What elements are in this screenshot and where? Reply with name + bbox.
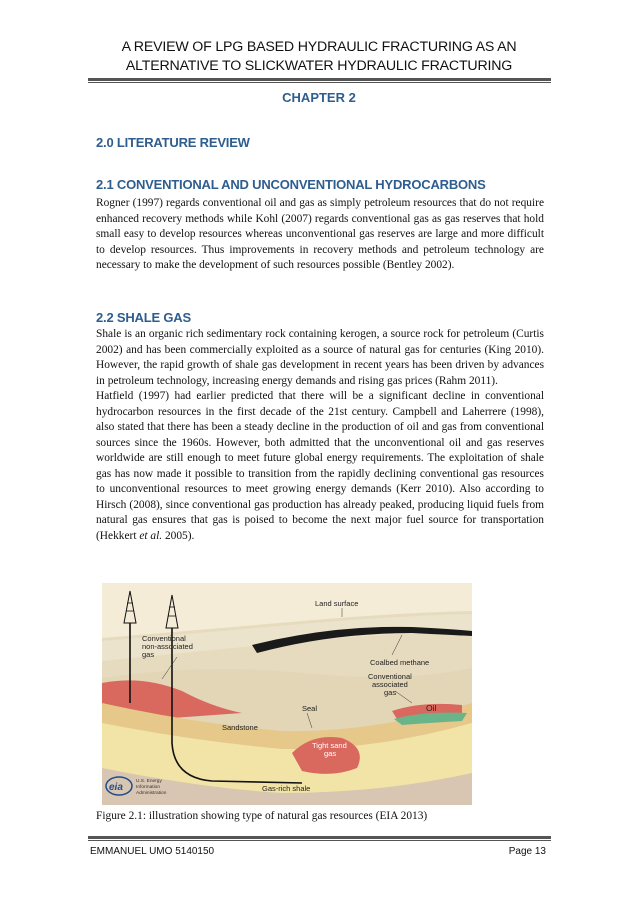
label-conv-nonassoc-1: Conventional (142, 634, 186, 643)
text-run: Hatfield (1997) had earlier predicted that there will be a significant decline in conventional hydrocarbon resources in the first decade of the 21st century. Campbell and Laherrere (1998), also stated that there has been a steady decline in the production of oil and gas from conventional sources since the 1960s. However, both admitted that the unconventional oil and gas reserves worldwide are still enough to meet future global energy requirements. The exploitation of shale gas has now made it possible to transition from the rapidly declining conventional gas resources to unconventional resources to meet growing energy demands (Kerr 2010). Also according to Hirsch (2008), since conventional gas production has already peaked, producing liquid fuels from natural gas ensures that gas is poised to become the next major fuel source for transportation (Hekkert (96, 390, 544, 542)
section-heading-conventional: 2.1 CONVENTIONAL AND UNCONVENTIONAL HYDROCARBONS (96, 177, 486, 192)
label-seal: Seal (302, 704, 318, 713)
label-sandstone: Sandstone (222, 723, 258, 732)
footer-rule-thin (88, 840, 551, 841)
section-heading-shale-gas: 2.2 SHALE GAS (96, 310, 191, 325)
eia-text-1: U.S. Energy (136, 779, 162, 784)
italic-text: et al. (139, 529, 163, 542)
paragraph-shale (96, 327, 544, 544)
natural-gas-resources-figure (102, 583, 472, 805)
header-line-1: A REVIEW OF LPG BASED HYDRAULIC FRACTURING AS AN (121, 39, 517, 55)
label-conv-assoc-3: gas (384, 688, 397, 697)
eia-text-3: Administration (136, 791, 167, 796)
label-tight-sand-1: Tight sand (312, 741, 347, 750)
paragraph-conventional (96, 196, 544, 274)
label-coalbed-methane: Coalbed methane (370, 658, 430, 667)
label-oil: Oil (426, 703, 437, 713)
label-conv-assoc-2: associated (372, 680, 408, 689)
figure-illustration (102, 583, 472, 805)
header-rule (88, 78, 551, 81)
section-heading-literature-review: 2.0 LITERATURE REVIEW (96, 135, 250, 150)
eia-logo-text: eia (109, 782, 123, 793)
chapter-title: CHAPTER 2 (282, 90, 356, 105)
header-rule-thin (88, 82, 551, 83)
footer-author: EMMANUEL UMO 5140150 (90, 846, 215, 857)
text-run: 2005). (162, 529, 195, 542)
paragraph-text: Rogner (1997) regards conventional oil and gas as simply petroleum resources that do not require enhanced recovery methods while Kohl (2007) regards conventional gas as gas reserves that hold small easy to develop resources whereas unconventional gas reserves are large and more difficult to develop resources. Thus improvements in recovery methods and petroleum technology are necessary to make the development of such resources possible (Bentley 2002). (96, 197, 544, 271)
footer-rule (88, 836, 551, 839)
running-header (90, 38, 548, 76)
paragraph-text-shale-1: Shale is an organic rich sedimentary rock containing kerogen, a source rock for petroleum (Curtis 2002) and has been commercially exploited as a source of natural gas for centuries (King 2010). However, the rapid growth of shale gas development in recent years has been driven by advances in petroleum technology, increasing energy demands and rising gas prices (Rahm 2011). (96, 328, 544, 387)
label-conv-nonassoc-2: non-associated (142, 642, 193, 651)
figure-caption: Figure 2.1: illustration showing type of natural gas resources (EIA 2013) (96, 810, 428, 822)
paragraph-text-shale-2 (96, 389, 544, 544)
label-land-surface: Land surface (315, 599, 359, 608)
header-line-2: ALTERNATIVE TO SLICKWATER HYDRAULIC FRACTURING (125, 58, 513, 74)
label-conv-nonassoc-3: gas (142, 650, 155, 659)
eia-text-2: Information (136, 785, 160, 790)
label-conv-assoc-1: Conventional (368, 672, 412, 681)
label-tight-sand-2: gas (324, 749, 337, 758)
label-gas-rich-shale: Gas-rich shale (262, 784, 311, 793)
footer-page-number: Page 13 (508, 846, 546, 857)
